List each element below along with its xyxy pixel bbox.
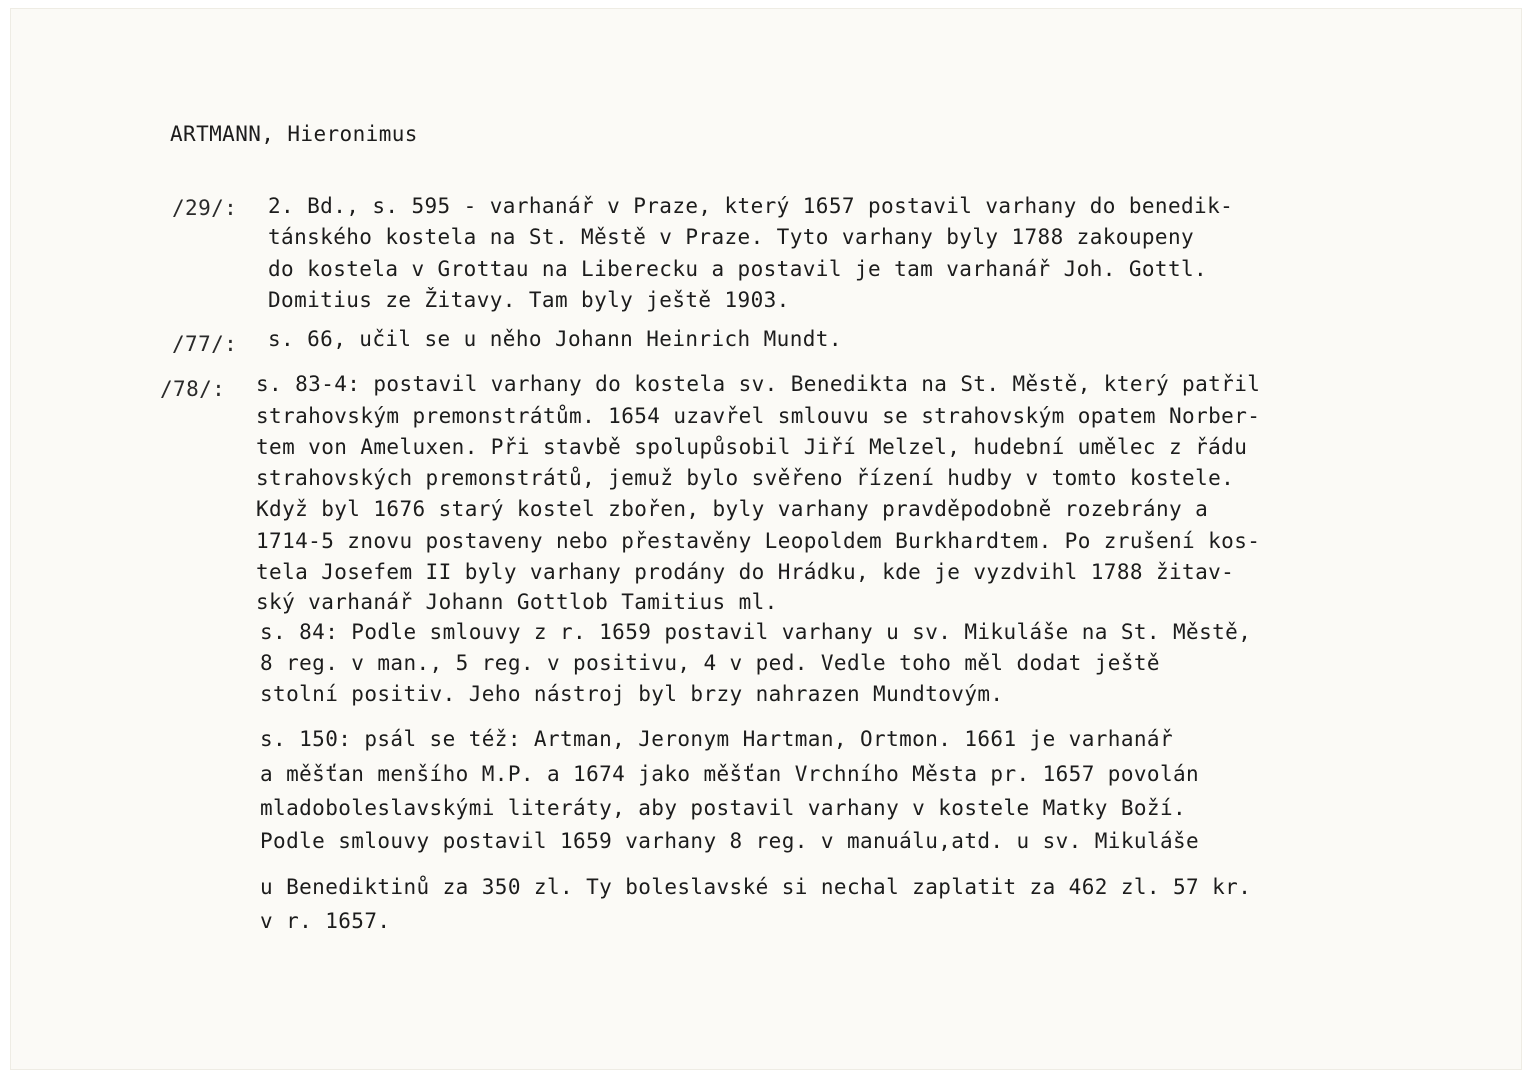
entry-line: u Benediktinů za 350 zl. Ty boleslavské si nechal zaplatit za 462 zl. 57 kr.	[260, 875, 1252, 899]
entry-line: strahovským premonstrátům. 1654 uzavřel smlouvu se strahovským opatem Norber-	[256, 404, 1261, 428]
entry-line: Domitius ze Žitavy. Tam byly ještě 1903.	[268, 288, 790, 312]
entry-line: s. 83-4: postavil varhany do kostela sv. Benedikta na St. Městě, který patřil	[256, 372, 1261, 396]
entry-line: Když byl 1676 starý kostel zbořen, byly varhany pravděpodobně rozebrány a	[256, 497, 1209, 521]
entry-line: 1714-5 znovu postaveny nebo přestavěny Leopoldem Burkhardtem. Po zrušení kos-	[256, 529, 1261, 553]
entry-line: ský varhanář Johann Gottlob Tamitius ml.	[256, 590, 778, 614]
entry-line: a měšťan menšího M.P. a 1674 jako měšťan Vrchního Města pr. 1657 povolán	[260, 762, 1200, 786]
entry-line: mladoboleslavskými literáty, aby postavil varhany v kostele Matky Boží.	[260, 796, 1187, 820]
entry-line: tánského kostela na St. Městě v Praze. Tyto varhany byly 1788 zakoupeny	[268, 225, 1195, 249]
entry-line: v r. 1657.	[260, 909, 391, 933]
entry-line: stolní positiv. Jeho nástroj byl brzy nahrazen Mundtovým.	[260, 682, 1004, 706]
reference-number: /77/:	[172, 332, 238, 356]
reference-number: /29/:	[172, 196, 238, 220]
entry-line: s. 66, učil se u něho Johann Heinrich Mundt.	[268, 327, 842, 351]
entry-line: s. 150: psál se též: Artman, Jeronym Hartman, Ortmon. 1661 je varhanář	[260, 727, 1174, 751]
entry-line: Podle smlouvy postavil 1659 varhany 8 reg. v manuálu,atd. u sv. Mikuláše	[260, 829, 1200, 853]
entry-line: s. 84: Podle smlouvy z r. 1659 postavil varhany u sv. Mikuláše na St. Městě,	[260, 620, 1252, 644]
reference-number: /78/:	[160, 377, 226, 401]
index-card	[10, 8, 1522, 1070]
card-heading: ARTMANN, Hieronimus	[170, 122, 418, 146]
entry-line: tela Josefem II byly varhany prodány do Hrádku, kde je vyzdvihl 1788 žitav-	[256, 560, 1235, 584]
entry-line: tem von Ameluxen. Při stavbě spolupůsobil Jiří Melzel, hudební umělec z řádu	[256, 435, 1248, 459]
entry-line: 2. Bd., s. 595 - varhanář v Praze, který 1657 postavil varhany do benedik-	[268, 194, 1234, 218]
entry-line: do kostela v Grottau na Liberecku a postavil je tam varhanář Joh. Gottl.	[268, 257, 1208, 281]
entry-line: strahovských premonstrátů, jemuž bylo svěřeno řízení hudby v tomto kostele.	[256, 466, 1235, 490]
entry-line: 8 reg. v man., 5 reg. v positivu, 4 v ped. Vedle toho měl dodat ještě	[260, 651, 1160, 675]
